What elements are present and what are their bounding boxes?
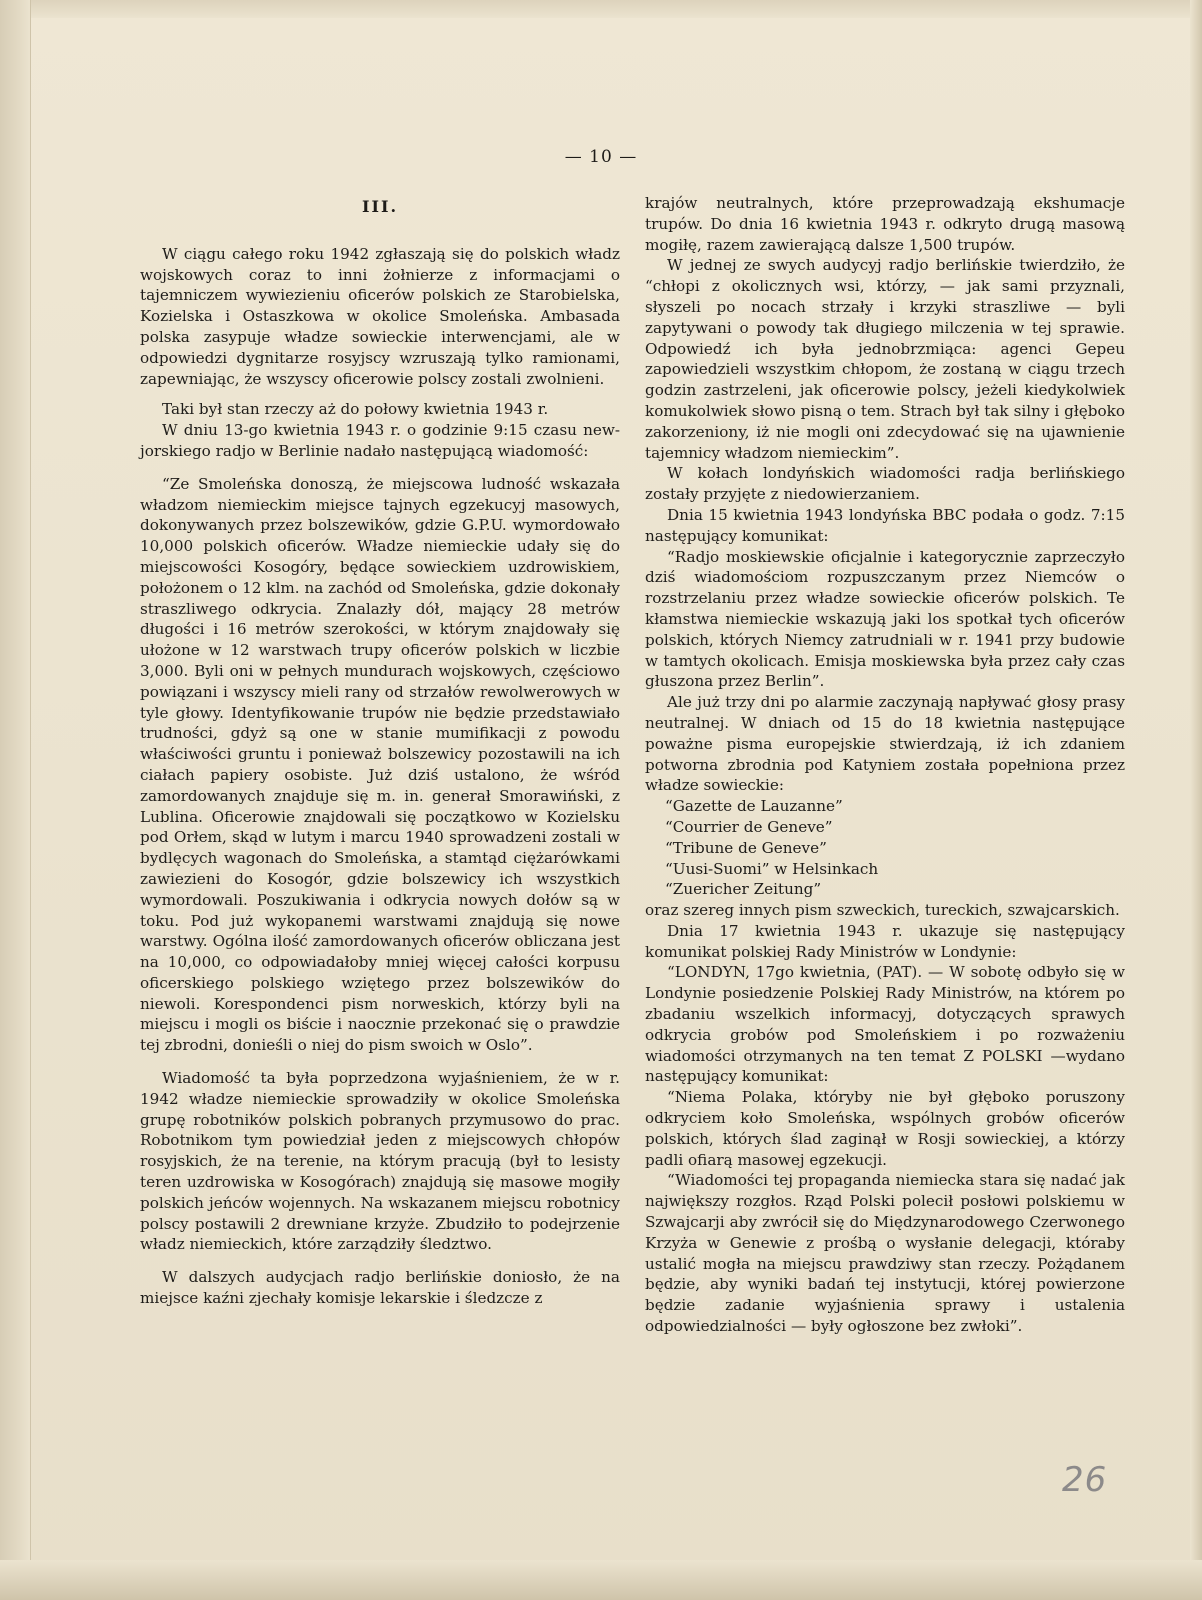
paragraph-broadcast: W dniu 13-go kwietnia 1943 r. o godzinie 9:15 czasu new-jorskiego radjo w Berlinie nadało następującą wiadomość: [140, 421, 620, 460]
left-column [140, 193, 620, 1309]
press-list [645, 796, 1125, 900]
list-item: “Zuericher Zeitung” [665, 880, 822, 899]
paragraph-bbc: Dnia 15 kwietnia 1943 londyńska BBC podała o godz. 7:15 następujący komunikat: [645, 505, 1125, 545]
paragraph-quote-news: “Wiadomości tej propaganda niemiecka stara się nadać jak największy rozgłos. Rząd Polski polecił posłowi polskiemu w Szwajcarji aby zwrócił się do Międzynarodowego Czerwonego Krzyża w Genewie z prośbą o wysłanie delegacji, któraby ustalić mogła na miejscu prawdziwy stan rzeczy. Pożądanem będzie, aby wyniki badań tej instytucji, której powierzone będzie zadanie wyjaśnienia sprawy i ustalenia odpowiedzialności — były ogłoszone bez zwłoki”. [645, 1171, 1125, 1336]
list-item: “Gazette de Lauzanne” [665, 797, 843, 816]
paragraph-quote-nobody: “Niema Polaka, któryby nie był głęboko poruszony odkryciem koło Smoleńska, wspólnych grobów oficerów polskich, których ślad zaginął w Rosji sowieckiej, a którzy padli ofiarą masowej egzekucji. [645, 1088, 1125, 1169]
paragraph-explanation: Wiadomość ta była poprzedzona wyjaśnieniem, że w r. 1942 władze niemieckie sprowadziły w okolice Smoleńska grupę robotników polskich pobranych przymusowo do prac. Robotnikom tym powiedział jeden z miejscowych chłopów rosyjskich, że na terenie, na którym pracują (był to lesisty teren uzdrowiska w Kosogórach) znajdują się masowe mogiły polskich jeńców wojennych. Na wskazanem miejscu robotnicy polscy postawili 2 drewniane krzyże. Zbudziło to podejrzenie władz niemieckich, które zarządziły śledztwo. [140, 1069, 620, 1254]
paragraph-further: W dalszych audycjach radjo berlińskie doniosło, że na miejsce kaźni zjechały komisje lekarskie i śledzcze z [140, 1268, 620, 1308]
paragraph-quote-smolensk: “Ze Smoleńska donoszą, że miejscowa ludność wskazała władzom niemieckim miejsce tajnych egzekucyj masowych, dokonywanych przez bolszewików, gdzie G.P.U. wymordowało 10,000 polskich oficerów. Władze niemieckie udały się do miejscowości Kosogóry, będące sowieckiem uzdrowiskiem, położonem o 12 klm. na zachód od Smoleńska, gdzie dokonały straszliwego odkrycia. Znalazły dół, mający 28 metrów długości i 16 metrów szerokości, w którym znajdowały się ułożone w 12 warstwach trupy oficerów polskich w liczbie 3,000. Byli oni w pełnych mundurach wojskowych, częściowo powiązani i wszyscy mieli rany od strzałów rewolwerowych w tyle głowy. Identyfikowanie trupów nie będzie przedstawiało trudności, gdyż są one w stanie mumifikacji z powodu właściwości gruntu i ponieważ bolszewicy pozostawili na ich ciałach papiery osobiste. Już dziś ustalono, że wśród zamordowanych znajduje się m. in. generał Smorawiński, z Lublina. Oficerowie znajdowali się początkowo w Kozielsku pod Orłem, skąd w lutym i marcu 1940 sprowadzeni zostali w bydlęcych wagonach do Smoleńska, a stamtąd ciężarówkami zawiezieni do Kosogór, gdzie bolszewicy ich wszystkich wymordowali. Poszukiwania i odkrycia nowych dołów są w toku. Pod już wykopanemi warstwami znajdują się nowe warstwy. Ogólna ilość zamordowanych oficerów obliczana jest na 10,000, co odpowiadałoby mniej więcej całości korpusu oficerskiego polskiego wziętego przez bolszewików do niewoli. Korespondenci pism norweskich, którzy byli na miejscu i mogli os biście i naocznie przekonać się o prawdzie tej zbrodni, donieśli o niej do pism swoich w Oslo”. [140, 474, 620, 1055]
paragraph-neutral-press: Ale już trzy dni po alarmie zaczynają napływać głosy prasy neutralnej. W dniach od 15 do 18 kwietnia następujące poważne pisma europejskie stwierdzają, iż ich zdaniem potworna zbrodnia pod Katyniem została popełniona przez władze sowieckie: [645, 693, 1125, 795]
paper-edge-right [1190, 0, 1202, 1600]
paper-edge-left [0, 0, 31, 1600]
paragraph-quote-moscow: “Radjo moskiewskie oficjalnie i kategorycznie zaprzeczyło dziś wiadomościom rozpuszczanym przez Niemców o rozstrzelaniu przez władze sowieckie oficerów polskich. Te kłamstwa niemieckie wskazują jaki los spotkał tych oficerów polskich, których Niemcy zatrudniali w r. 1941 przy budowie w tamtych okolicach. Emisja moskiewska była przez cały czas głuszona przez Berlin”. [645, 547, 1125, 691]
right-column [645, 193, 1125, 1337]
paragraph-radio-claim: W jednej ze swych audycyj radjo berlińskie twierdziło, że “chłopi z okolicznych wsi, którzy, — jak sami przyznali, słyszeli po nocach strzały i krzyki straszliwe — byli zapytywani o powody tak długiego milczenia w tej sprawie. Odpowiedź ich była jednobrzmiąca: agenci Gepeu zapowiedzieli wszystkim chłopom, że zostaną w ciągu trzech godzin zastrzeleni, jak oficerowie polscy, jeżeli kiedykolwiek komukolwiek słowo pisną o tem. Strach był tak silny i głęboko zakorzeniony, iż nie mogli oni zdecydować się na ujawnienie tajemnicy władzom niemieckim”. [645, 256, 1125, 462]
handwritten-page-note: 26 [1062, 1460, 1108, 1500]
page-number: — 10 — [564, 147, 638, 167]
paragraph-press-tail: oraz szereg innych pism szweckich, tureckich, szwajcarskich. [645, 901, 1120, 920]
paragraph-state: Taki był stan rzeczy aż do połowy kwietnia 1943 r. [162, 400, 549, 419]
paragraph-council: Dnia 17 kwietnia 1943 r. ukazuje się następujący komunikat polskiej Rady Ministrów w Londynie: [645, 921, 1125, 961]
list-item: “Courrier de Geneve” [665, 817, 833, 836]
paragraph-continuation: krajów neutralnych, które przeprowadzają ekshumacje trupów. Do dnia 16 kwietnia 1943 r. odkryto drugą masową mogiłę, razem zawierającą dalsze 1,500 trupów. [645, 194, 1125, 254]
list-item: “Tribune de Geneve” [665, 838, 827, 857]
section-heading: III. [361, 197, 399, 216]
list-item: “Uusi-Suomi” w Helsinkach [665, 859, 879, 878]
paragraph-intro: W ciągu całego roku 1942 zgłaszają się do polskich władz wojskowych coraz to inni żołnierze z informacjami o tajemniczem wywiezieniu oficerów polskich ze Starobielska, Kozielska i Ostaszkowa w okolice Smoleńska. Ambasada polska zasypuje władze sowieckie interwencjami, ale w odpowiedzi dygnitarze rosyjscy wzruszają tylko ramionami, zapewniając, że wszyscy oficerowie polscy zostali zwolnieni. [140, 244, 620, 388]
paragraph-london-circles: W kołach londyńskich wiadomości radja berlińskiego zostały przyjęte z niedowierzaniem. [645, 464, 1125, 504]
paragraph-quote-london: “LONDYN, 17go kwietnia, (PAT). — W sobotę odbyło się w Londynie posiedzenie Polskiej Rady Ministrów, na którem po zbadaniu wszelkich informacyj, dotyczących sprawych odkrycia grobów pod Smoleńskiem i po rozważeniu wiadomości otrzymanych na ten temat Z POLSKI —wydano następujący komunikat: [645, 963, 1125, 1086]
paper-edge-bottom [0, 1560, 1202, 1600]
paper-edge-top [0, 0, 1202, 18]
